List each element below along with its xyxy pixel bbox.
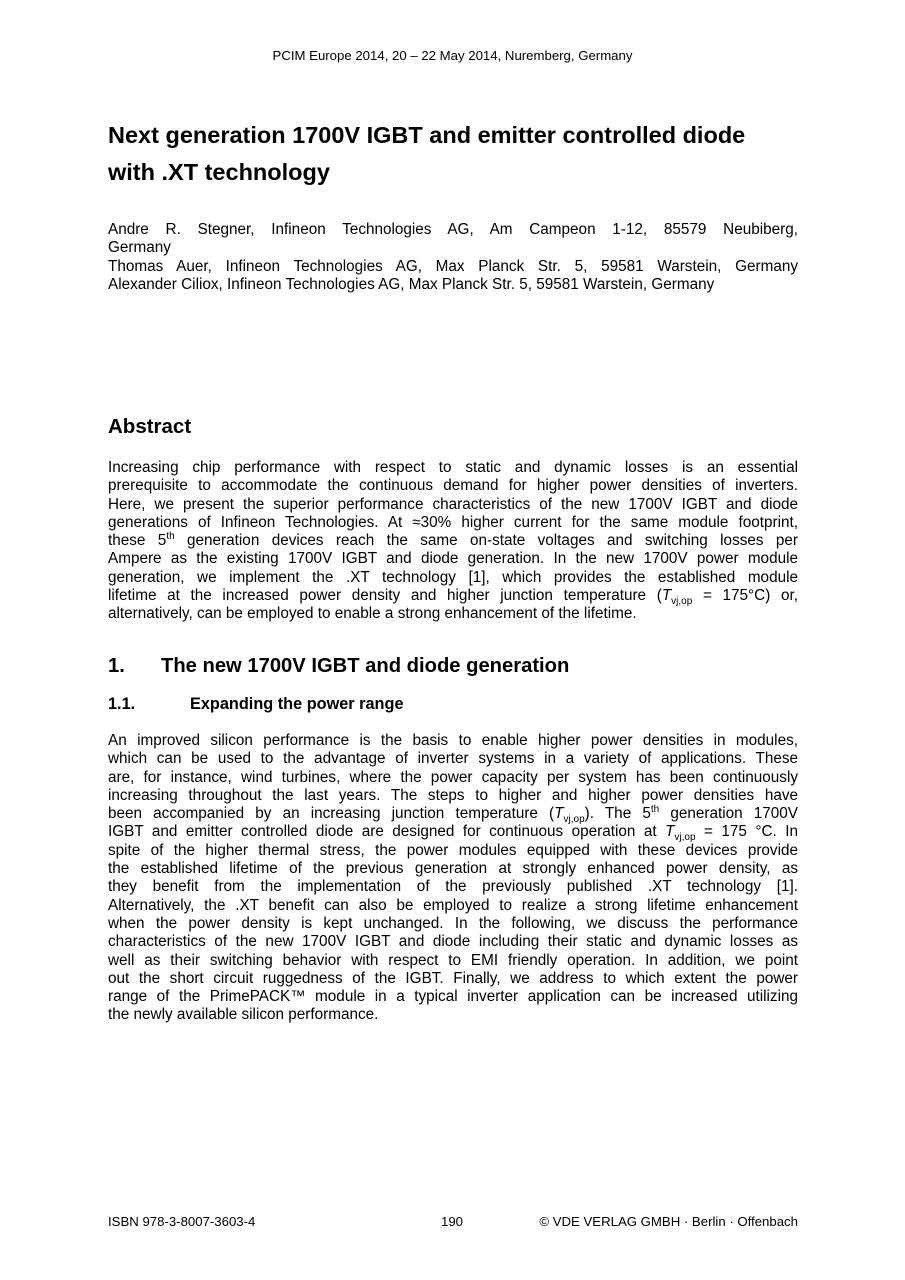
text-line: generation, we implement the .XT technology [1], which provides the established module [108,568,798,586]
subscript: vj,op [563,814,585,826]
text-line: characteristics of the new 1700V IGBT and diode including their static and dynamic losses as [108,933,798,951]
subsection-heading [108,695,404,714]
text-line: are, for instance, wind turbines, where the power capacity per system has been continuously [108,768,798,786]
author-list [108,221,798,294]
abstract-paragraph [108,459,798,624]
text-line: Ampere as the existing 1700V IGBT and diode generation. In the new 1700V power module [108,550,798,568]
text-line: which can be used to the advantage of inverter systems in a variety of applications. These [108,750,798,768]
symbol-T: T [554,805,564,823]
text-run: lifetime at the increased power density and higher junction temperature ( [108,587,662,605]
text-line: the newly available silicon performance. [108,1006,379,1024]
author-line: Andre R. Stegner, Infineon Technologies AG, Am Campeon 1-12, 85579 Neubiberg, [108,221,798,238]
subsection-number: 1.1. [108,695,136,713]
subsection-title: Expanding the power range [190,695,404,713]
text-line: alternatively, can be employed to enable a strong enhancement of the lifetime. [108,605,637,623]
text-line: Increasing chip performance with respect to static and dynamic losses is an essential [108,459,798,476]
text-run: these 5 [108,532,167,550]
text-line: increasing throughout the last years. The steps to higher and higher power densities have [108,786,798,804]
text-line [108,823,798,844]
author-line: Thomas Auer, Infineon Technologies AG, Max Planck Str. 5, 59581 Warstein, Germany [108,257,798,275]
text-line [108,587,798,608]
text-run: IGBT and emitter controlled diode are designed for continuous operation at [108,823,666,841]
text-run: been accompanied by an increasing junction temperature ( [108,805,555,823]
footer-publisher: © VDE VERLAG GMBH · Berlin · Offenbach [539,1214,798,1229]
text-line: they benefit from the implementation of the previously published .XT technology [1]. [108,878,798,896]
footer-page-number: 190 [441,1214,464,1229]
body-paragraph [108,732,798,1025]
text-line [108,804,798,826]
superscript: th [650,804,660,816]
section-title: The new 1700V IGBT and diode generation [161,655,570,677]
text-line: generations of Infineon Technologies. At ≈30% higher current for the same module footprint, [108,513,798,531]
author-line: Alexander Ciliox, Infineon Technologies AG, Max Planck Str. 5, 59581 Warstein, Germany [108,275,715,293]
text-run: = 175 °C. In [695,823,798,841]
superscript: th [166,531,175,543]
symbol-T: T [665,823,675,841]
text-run: = 175°C) or, [692,587,798,605]
text-line: when the power density is kept unchanged. In the following, we discuss the performance [108,914,798,932]
text-line: well as their switching behavior with respect to EMI friendly operation. In addition, we point [108,951,798,969]
text-line: Alternatively, the .XT benefit can also be employed to realize a strong lifetime enhancement [108,896,798,914]
text-run: generation 1700V [659,805,798,823]
text-line: out the short circuit ruggedness of the IGBT. Finally, we address to which extent the power [108,969,798,987]
text-run: ). The 5 [584,805,651,823]
running-header: PCIM Europe 2014, 20 – 22 May 2014, Nuremberg, Germany [272,48,633,63]
section-number: 1. [108,655,125,677]
section-heading [108,655,569,678]
subscript: vj,op [671,596,693,608]
text-run: generation devices reach the same on-state voltages and switching losses per [174,532,798,550]
author-line: Germany [108,239,171,257]
text-line [108,532,798,550]
title-line: with .XT technology [108,159,330,185]
paper-title [108,117,798,191]
text-line: prerequisite to accommodate the continuous demand for higher power densities of inverters. [108,477,798,495]
subscript: vj,op [674,832,696,844]
text-line: the established lifetime of the previous generation at strongly enhanced power density, as [108,860,798,878]
text-line: spite of the higher thermal stress, the power modules equipped with these devices provide [108,841,798,859]
footer-isbn: ISBN 978-3-8007-3603-4 [108,1214,256,1229]
text-line: Here, we present the superior performance characteristics of the new 1700V IGBT and diode [108,495,798,513]
abstract-heading: Abstract [108,415,192,438]
title-line: Next generation 1700V IGBT and emitter controlled diode [108,122,746,148]
symbol-T: T [661,587,672,605]
text-line: An improved silicon performance is the basis to enable higher power densities in modules, [108,732,798,749]
text-line: range of the PrimePACK™ module in a typical inverter application can be increased utilizing [108,988,798,1006]
